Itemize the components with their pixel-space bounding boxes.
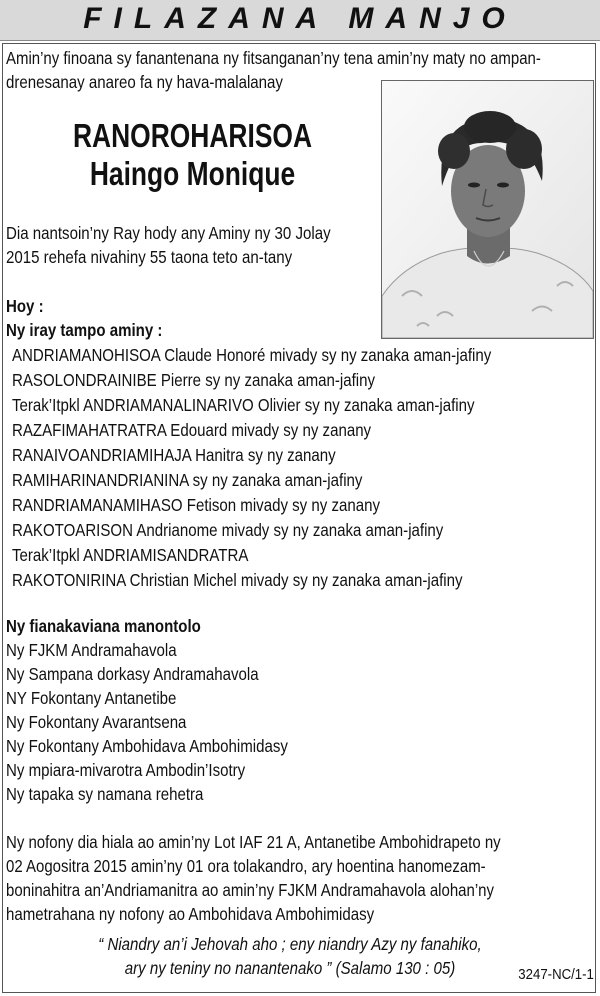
- relative-item: Ny mpiara-mivarotra Ambodin’Isotry: [6, 760, 246, 780]
- family-member: RAZAFIMAHATRATRA Edouard mivady sy ny zanany: [12, 420, 372, 440]
- relative-item: Ny tapaka sy namana rehetra: [6, 784, 204, 804]
- relatives-heading: Ny fianakaviana manontolo: [6, 616, 201, 636]
- death-notice-line-2: 2015 rehefa nivahiny 55 taona teto an-tany: [6, 247, 293, 267]
- death-notice-line-1: Dia nantsoin’ny Ray hody any Aminy ny 30 Jolay: [6, 223, 331, 243]
- scripture-quote-line-1: “ Niandry an’i Jehovah aho ; eny niandry Azy ny fanahiko,: [98, 934, 482, 954]
- funeral-line-2: 02 Aogositra 2015 amin’ny 01 ora tolakandro, ary hoentina hanomezam-: [6, 856, 486, 876]
- family-member: RAKOTOARISON Andrianome mivady sy ny zanaka aman-jafiny: [12, 520, 444, 540]
- funeral-line-3: boninahitra an’Andriamanitra ao amin’ny FJKM Andramahavola alohan’ny: [6, 880, 494, 900]
- relative-item: Ny Sampana dorkasy Andramahavola: [6, 664, 259, 684]
- family-member: RAKOTONIRINA Christian Michel mivady sy ny zanaka aman-jafiny: [12, 570, 463, 590]
- relative-item: Ny Fokontany Avarantsena: [6, 712, 187, 732]
- funeral-line-4: hametrahana ny nofony ao Ambohidava Ambohimidasy: [6, 904, 375, 924]
- family-member: RAMIHARINANDRIANINA sy ny zanaka aman-jafiny: [12, 470, 363, 490]
- family-member: RANDRIAMANAMIHASO Fetison mivady sy ny zanany: [12, 495, 380, 515]
- family-member: RANAIVOANDRIAMIHAJA Hanitra sy ny zanany: [12, 445, 336, 465]
- portrait-image: [382, 81, 593, 338]
- notice-title: FILAZANA MANJO: [83, 2, 517, 35]
- family-member: RASOLONDRAINIBE Pierre sy ny zanaka aman-jafiny: [12, 370, 376, 390]
- scripture-quote-line-2: ary ny teniny no nanantenako ” (Salamo 130 : 05): [124, 958, 456, 978]
- deceased-given-name: Haingo Monique: [89, 155, 296, 192]
- reference-code: 3247-NC/1-1: [518, 966, 594, 983]
- family-member: ANDRIAMANOHISOA Claude Honoré mivady sy ny zanaka aman-jafiny: [12, 345, 492, 365]
- hoy-label: Hoy :: [6, 296, 44, 316]
- relative-item: Ny Fokontany Ambohidava Ambohimidasy: [6, 736, 288, 756]
- family-member: Terak’Itpkl ANDRIAMANALINARIVO Olivier sy ny zanaka aman-jafiny: [12, 395, 475, 415]
- funeral-line-1: Ny nofony dia hiala ao amin’ny Lot IAF 21 A, Antanetibe Ambohidrapeto ny: [6, 832, 501, 852]
- intro-line-1: Amin’ny finoana sy fanantenana ny fitsanganan’ny tena amin’ny maty no ampan-: [6, 48, 541, 68]
- relative-item: NY Fokontany Antanetibe: [6, 688, 177, 708]
- family-heading: Ny iray tampo aminy :: [6, 320, 163, 340]
- deceased-photo: [381, 80, 594, 339]
- header-bar: [0, 0, 600, 41]
- relative-item: Ny FJKM Andramahavola: [6, 640, 177, 660]
- deceased-surname: RANOROHARISOA: [72, 117, 313, 154]
- intro-line-2: drenesanay anareo fa ny hava-malalanay: [6, 72, 283, 92]
- family-member: Terak’Itpkl ANDRIAMISANDRATRA: [12, 545, 249, 565]
